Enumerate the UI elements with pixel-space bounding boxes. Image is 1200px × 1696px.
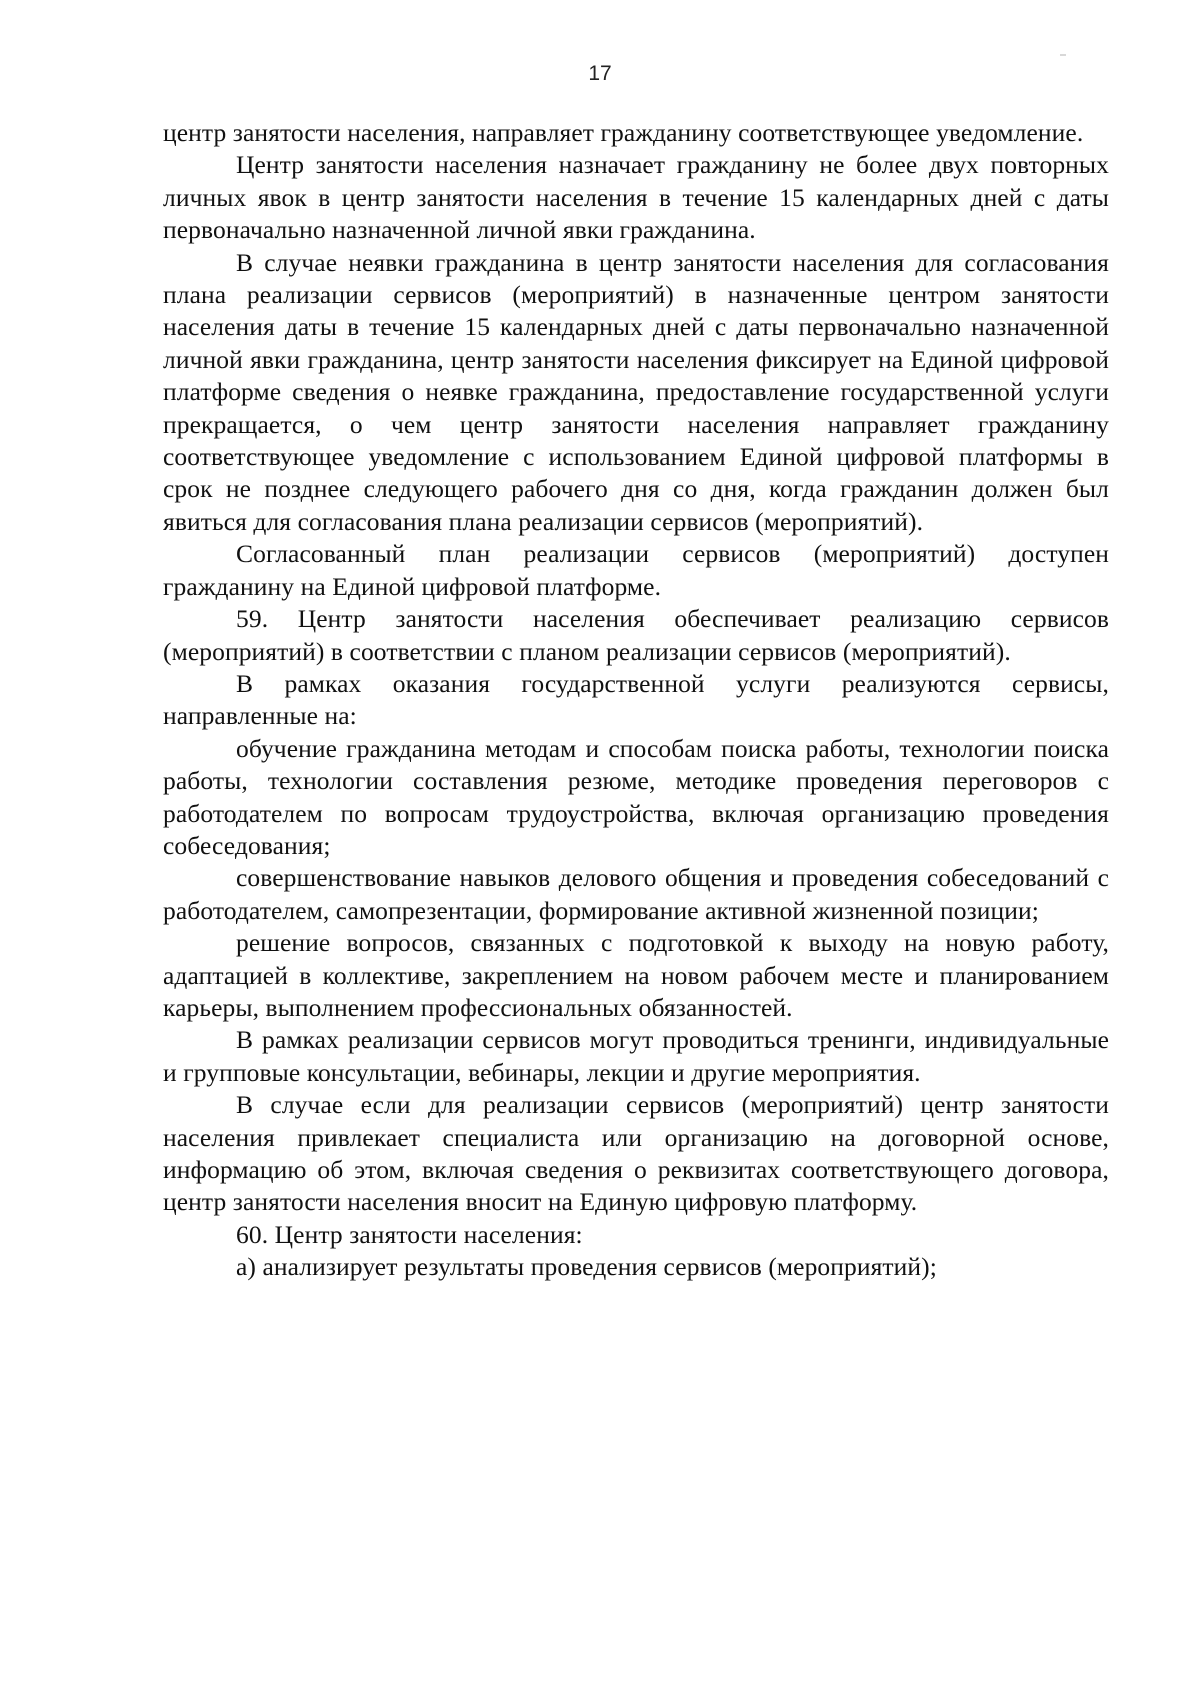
- paragraph: В рамках оказания государственной услуги реализуются сервисы, направленные на:: [163, 668, 1109, 731]
- paragraph: Центр занятости населения назначает гражданину не более двух повторных личных явок в центр занятости населения в течение 15 календарных дней с даты первоначально назначенной личной явки гражданина.: [163, 150, 1109, 245]
- paragraph: а) анализирует результаты проведения сервисов (мероприятий);: [236, 1252, 937, 1282]
- document-body: [163, 117, 1109, 1284]
- paragraph: решение вопросов, связанных с подготовкой к выходу на новую работу, адаптацией в коллективе, закреплением на новом рабочем месте и планированием карьеры, выполнением профессиональных обязанностей.: [163, 928, 1109, 1022]
- paragraph: Согласованный план реализации сервисов (мероприятий) доступен гражданину на Единой цифровой платформе.: [163, 539, 1109, 601]
- paragraph: В рамках реализации сервисов могут проводиться тренинги, индивидуальные и групповые консультации, вебинары, лекции и другие мероприятия.: [163, 1025, 1109, 1087]
- paragraph: обучение гражданина методам и способам поиска работы, технологии поиска работы, технологии составления резюме, методике проведения переговоров с работодателем по вопросам трудоустройства, включая организацию проведения собеседования;: [163, 733, 1109, 860]
- paragraph: совершенствование навыков делового общения и проведения собеседований с работодателем, самопрезентации, формирование активной жизненной позиции;: [163, 863, 1109, 925]
- paragraph: В случае если для реализации сервисов (мероприятий) центр занятости населения привлекает специалиста или организацию на договорной основе, информацию об этом, включая сведения о реквизитах соответствующего договора, центр занятости населения вносит на Единую цифровую платформу.: [163, 1090, 1109, 1217]
- page-number: 17: [588, 62, 612, 85]
- paragraph: 60. Центр занятости населения:: [236, 1219, 583, 1249]
- paragraph: 59. Центр занятости населения обеспечивает реализацию сервисов (мероприятий) в соответствии с планом реализации сервисов (мероприятий).: [163, 604, 1109, 666]
- scan-artifact: [1060, 54, 1066, 56]
- paragraph: центр занятости населения, направляет гражданину соответствующее уведомление.: [163, 118, 1084, 147]
- paragraph: В случае неявки гражданина в центр занятости населения для согласования плана реализации сервисов (мероприятий) в назначенные центром занятости населения даты в течение 15 календарных дней с даты первоначально назначенной личной явки гражданина, центр занятости населения фиксирует на Единой цифровой платформе сведения о неявке гражданина, предоставление государственной услуги прекращается, о чем центр занятости населения направляет гражданину соответствующее уведомление с использованием Единой цифровой платформы в срок не позднее следующего рабочего дня со дня, когда гражданин должен был явиться для согласования плана реализации сервисов (мероприятий).: [163, 247, 1109, 536]
